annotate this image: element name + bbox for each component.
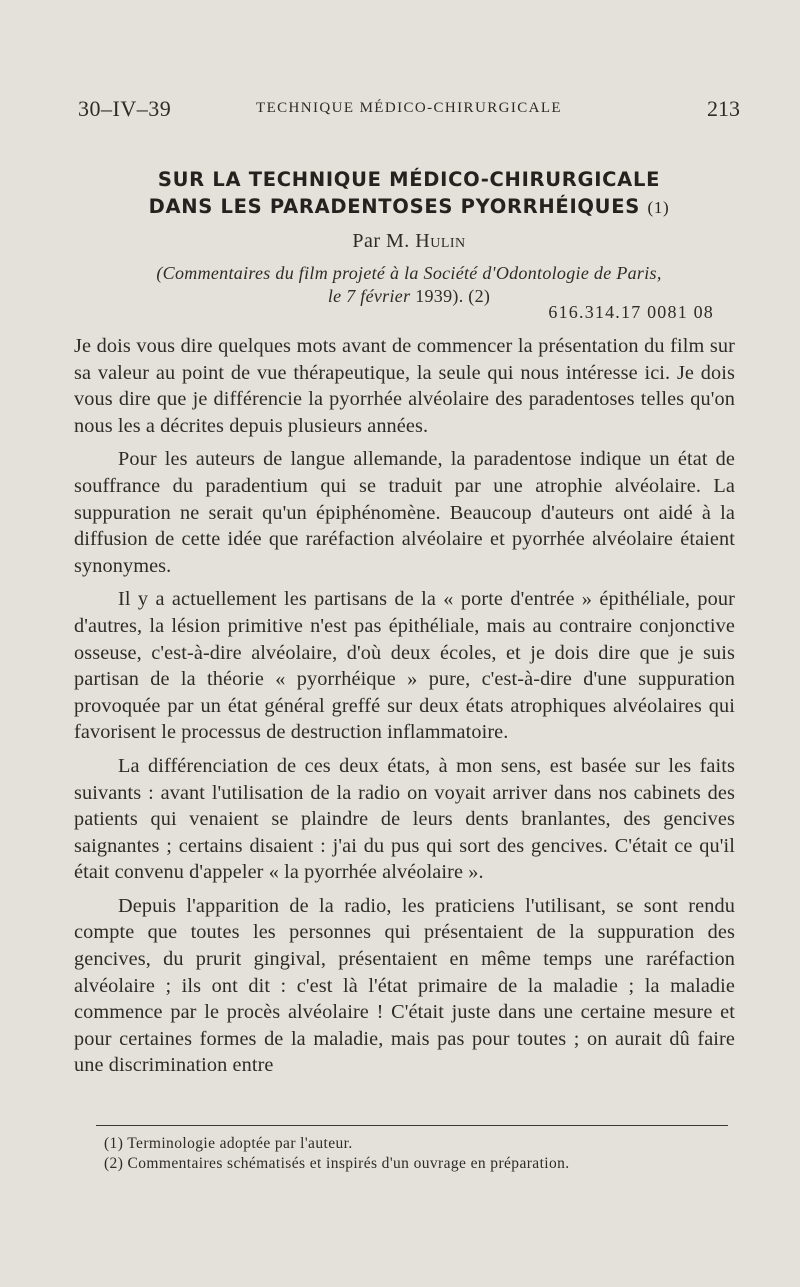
page-number: 213 xyxy=(707,96,740,121)
running-head xyxy=(78,96,740,126)
author-name: Hulin xyxy=(415,230,466,252)
article-body xyxy=(74,333,735,1086)
paragraph: Depuis l'apparition de la radio, les praticiens l'utilisant, se sont rendu compte que toutes les personnes qui présentaient de la suppuration des gencives, du prurit gingival, présentaient en même temps une raréfaction alvéolaire ; ils ont dit : c'est là l'état primaire de la maladie ; la maladie commence par le procès alvéolaire ! C'était juste dans une certaine mesure et pour certaines formes de la maladie, mais pas pour toutes ; on aurait dû faire une discrimination entre xyxy=(74,894,735,1077)
author-prefix: Par M. xyxy=(352,230,410,252)
subtitle-line-1: (Commentaires du film projeté à la Société d'Odontologie de Paris, xyxy=(156,263,662,283)
footnote-1: (1) Terminologie adoptée par l'auteur. xyxy=(104,1135,353,1152)
paragraph: Je dois vous dire quelques mots avant de commencer la présentation du film sur sa valeur au point de vue thérapeutique, la seule qui nous intéresse ici. Je dois vous dire que je différencie la pyorrhée alvéolaire des paradentoses telles qu'on nous les a décrites depuis plusieurs années. xyxy=(74,335,735,437)
subtitle-year: 1939). (2) xyxy=(415,286,491,306)
paragraph: Pour les auteurs de langue allemande, la paradentose indique un état de souffrance du paradentium qui se traduit par une atrophie alvéolaire. La suppuration ne serait qu'un épiphénomène. Beaucoup d'auteurs ont aidé à la diffusion de cette idée que raréfaction alvéolaire et pyorrhée alvéolaire étaient synonymes. xyxy=(74,448,735,577)
footnote-divider xyxy=(96,1125,728,1126)
journal-section-title: TECHNIQUE MÉDICO-CHIRURGICALE xyxy=(256,100,562,116)
title-line-2-text: DANS LES PARADENTOSES PYORRHÉIQUES xyxy=(148,195,640,218)
paragraph: La différenciation de ces deux états, à mon sens, est basée sur les faits suivants : avant l'utilisation de la radio on voyait arriver dans nos cabinets des patients qui venaient se plaindre de leurs dents branlantes, des gencives saignantes ; certains disaient : j'ai du pus qui sort des gencives. C'était ce qu'il était convenu d'appeler « la pyorrhée alvéolaire ». xyxy=(74,754,735,884)
issue-date: 30–IV–39 xyxy=(78,96,172,121)
footnote-2: (2) Commentaires schématisés et inspirés d'un ouvrage en préparation. xyxy=(104,1155,570,1172)
article-title xyxy=(78,166,740,221)
classification-code: 616.314.17 0081 08 xyxy=(548,302,714,322)
author-line xyxy=(78,230,740,253)
title-line-2 xyxy=(78,193,740,221)
title-line-1: SUR LA TECHNIQUE MÉDICO-CHIRURGICALE xyxy=(157,168,661,191)
paragraph: Il y a actuellement les partisans de la « porte d'entrée » épithéliale, pour d'autres, la lésion primitive n'est pas épithéliale, mais au contraire conjonctive osseuse, c'est-à-dire alvéolaire, d'où deux écoles, et je dois dire que je suis partisan de la théorie « pyorrhéique » pure, c'est-à-dire d'une suppuration provoquée par un état général greffé sur deux états atrophiques alvéolaires qui favorisent le processus de destruction inflammatoire. xyxy=(74,588,735,744)
footnotes xyxy=(104,1134,744,1174)
subtitle-date: le 7 février xyxy=(327,286,411,306)
title-footnote-ref: (1) xyxy=(647,198,670,217)
